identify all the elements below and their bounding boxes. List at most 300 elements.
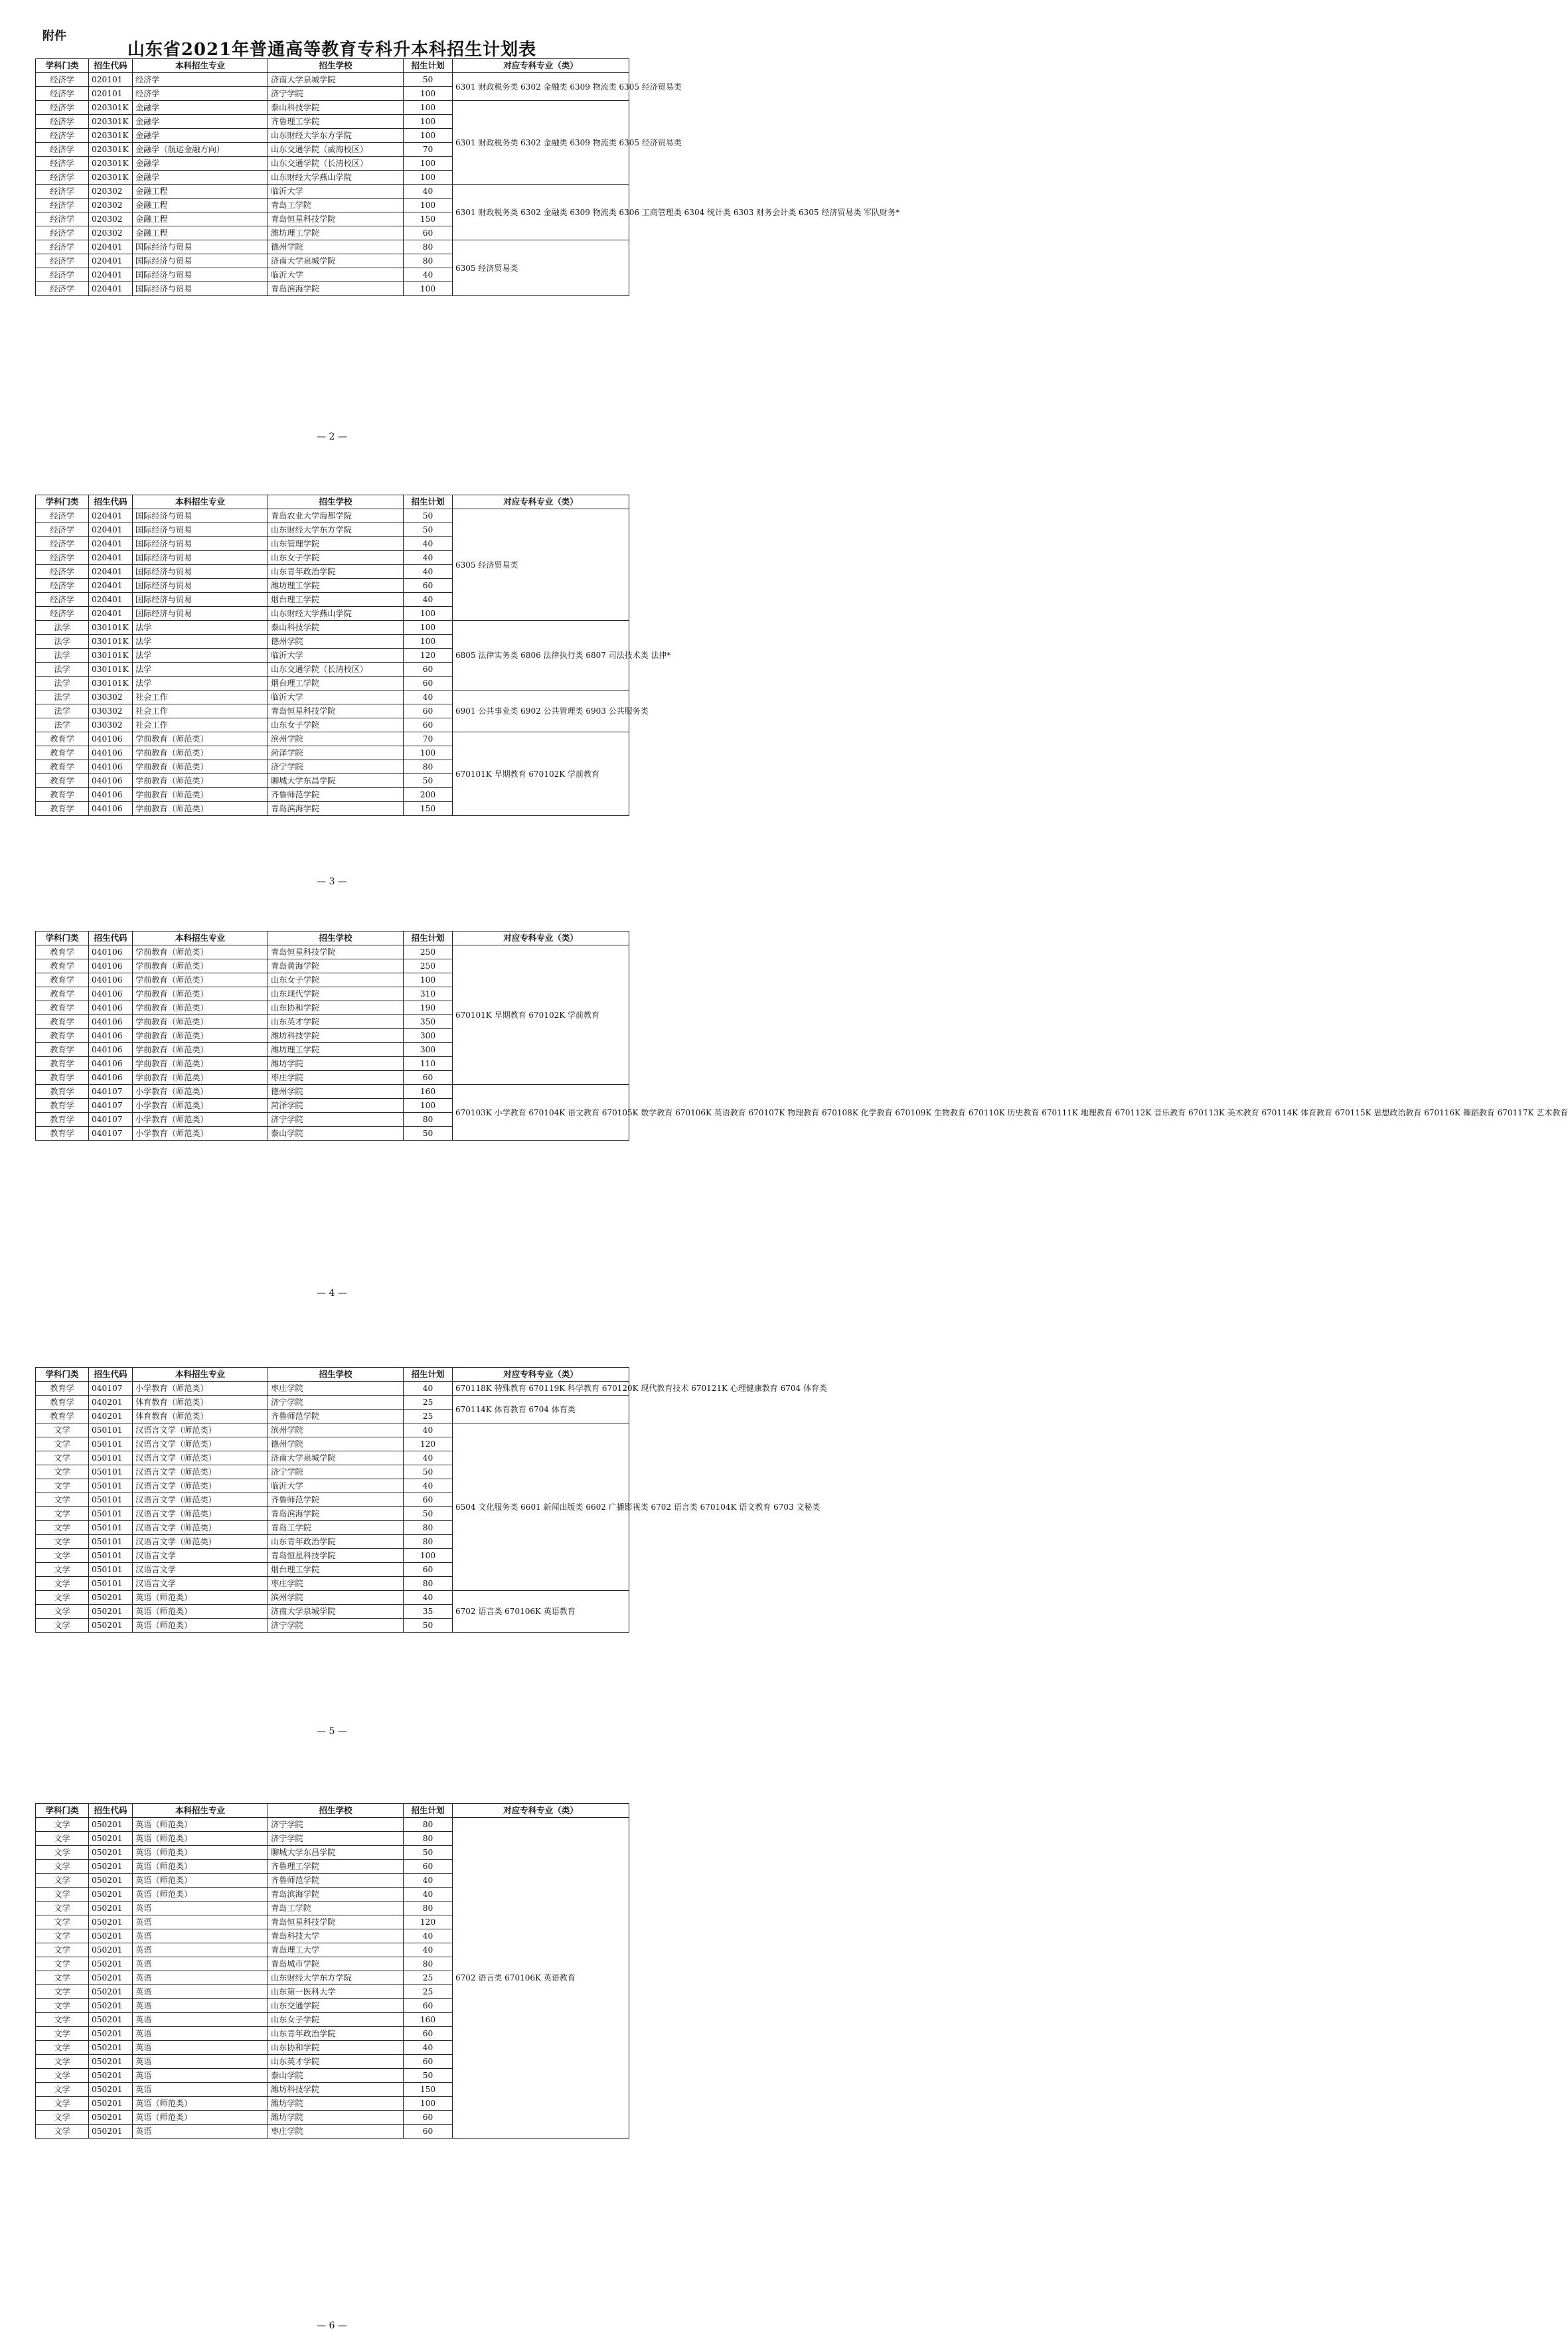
school-cell: 济宁学院 [268,1396,404,1410]
enrollment-code-cell: 020401 [89,607,133,621]
major-cell: 国际经济与贸易 [133,509,268,523]
plan-count-cell: 350 [404,1015,453,1029]
column-header: 学科门类 [36,495,89,509]
plan-count-cell: 40 [404,1479,453,1493]
major-cell: 经济学 [133,73,268,87]
enrollment-code-cell: 020401 [89,282,133,296]
major-cell: 英语 [133,1943,268,1957]
subject-category-cell: 文学 [36,1832,89,1846]
plan-count-cell: 60 [404,718,453,732]
plan-count-cell: 60 [404,2027,453,2041]
plan-count-cell: 80 [404,1818,453,1832]
enrollment-code-cell: 050201 [89,1985,133,1999]
school-cell: 枣庄学院 [268,1577,404,1591]
plan-count-cell: 60 [404,1860,453,1874]
school-cell: 菏泽学院 [268,1099,404,1113]
plan-count-cell: 80 [404,760,453,774]
column-header: 学科门类 [36,931,89,945]
major-cell: 法学 [133,635,268,649]
major-cell: 汉语言文学 [133,1549,268,1563]
subject-category-cell: 文学 [36,1619,89,1633]
subject-category-cell: 经济学 [36,593,89,607]
major-cell: 国际经济与贸易 [133,551,268,565]
subject-category-cell: 文学 [36,2055,89,2069]
major-cell: 国际经济与贸易 [133,579,268,593]
major-cell: 学前教育（师范类） [133,732,268,746]
school-cell: 青岛工学院 [268,199,404,212]
school-cell: 济南大学泉城学院 [268,1605,404,1619]
column-header: 招生计划 [404,1804,453,1818]
subject-category-cell: 文学 [36,2097,89,2111]
major-cell: 汉语言文学（师范类） [133,1493,268,1507]
plan-count-cell: 100 [404,621,453,635]
plan-count-cell: 50 [404,73,453,87]
enrollment-code-cell: 020301K [89,171,133,185]
school-cell: 临沂大学 [268,649,404,663]
plan-count-cell: 40 [404,565,453,579]
major-cell: 汉语言文学（师范类） [133,1465,268,1479]
school-cell: 山东青年政治学院 [268,2027,404,2041]
plan-count-cell: 110 [404,1057,453,1071]
plan-count-cell: 40 [404,185,453,199]
school-cell: 山东女子学院 [268,2013,404,2027]
school-cell: 青岛滨海学院 [268,282,404,296]
enrollment-code-cell: 050101 [89,1479,133,1493]
subject-category-cell: 经济学 [36,115,89,129]
attachment-label: 附件 [42,29,66,43]
table-header-row [36,931,629,945]
subject-category-cell: 教育学 [36,760,89,774]
plan-count-cell: 60 [404,226,453,240]
corresponding-specialty-cell: 670103K 小学教育 670104K 语文教育 670105K 数学教育 670106K 英语教育 670107K 物理教育 670108K 化学教育 670109K 生物教育 670110K 历史教育 670111K 地理教育 670112K 音乐教育 670113K 美术教育 670114K 体育教育 670115K 思想政治教育 670116K 舞蹈教育 670117K 艺术教育 [453,1085,629,1141]
column-header: 招生学校 [268,931,404,945]
subject-category-cell: 经济学 [36,607,89,621]
subject-category-cell: 经济学 [36,282,89,296]
subject-category-cell: 教育学 [36,1029,89,1043]
plan-count-cell: 25 [404,1396,453,1410]
major-cell: 英语 [133,1985,268,1999]
major-cell: 学前教育（师范类） [133,1043,268,1057]
school-cell: 德州学院 [268,1437,404,1451]
school-cell: 青岛滨海学院 [268,1507,404,1521]
major-cell: 英语 [133,1929,268,1943]
plan-count-cell: 40 [404,593,453,607]
enrollment-code-cell: 040106 [89,1057,133,1071]
plan-count-cell: 60 [404,579,453,593]
school-cell: 滨州学院 [268,1591,404,1605]
subject-category-cell: 法学 [36,677,89,690]
table-row [36,1818,629,1832]
major-cell: 学前教育（师范类） [133,802,268,816]
school-cell: 潍坊学院 [268,2097,404,2111]
subject-category-cell: 经济学 [36,254,89,268]
plan-count-cell: 35 [404,1605,453,1619]
subject-category-cell: 法学 [36,718,89,732]
major-cell: 英语 [133,1902,268,1915]
enrollment-code-cell: 020401 [89,551,133,565]
corresponding-specialty-cell: 6901 公共事业类 6902 公共管理类 6903 公共服务类 [453,690,629,732]
enrollment-code-cell: 050101 [89,1423,133,1437]
subject-category-cell: 教育学 [36,1071,89,1085]
table-header-row [36,495,629,509]
column-header: 招生代码 [89,1368,133,1382]
subject-category-cell: 法学 [36,635,89,649]
page-number: — 2 — [317,432,347,442]
enrollment-code-cell: 050201 [89,2069,133,2083]
enrollment-code-cell: 020401 [89,509,133,523]
plan-count-cell: 40 [404,268,453,282]
plan-count-cell: 50 [404,2069,453,2083]
major-cell: 国际经济与贸易 [133,240,268,254]
enrollment-code-cell: 020401 [89,523,133,537]
school-cell: 齐鲁理工学院 [268,1860,404,1874]
subject-category-cell: 文学 [36,1563,89,1577]
subject-category-cell: 文学 [36,1971,89,1985]
plan-count-cell: 60 [404,1563,453,1577]
major-cell: 金融学（航运金融方向） [133,143,268,157]
plan-count-cell: 25 [404,1971,453,1985]
corresponding-specialty-cell: 670114K 体育教育 6704 体育类 [453,1396,629,1423]
school-cell: 青岛工学院 [268,1902,404,1915]
plan-count-cell: 150 [404,802,453,816]
enrollment-code-cell: 050201 [89,1957,133,1971]
column-header: 对应专科专业（类） [453,59,629,73]
subject-category-cell: 文学 [36,1423,89,1437]
major-cell: 英语（师范类） [133,2111,268,2125]
school-cell: 山东管理学院 [268,537,404,551]
school-cell: 德州学院 [268,240,404,254]
plan-count-cell: 250 [404,945,453,959]
column-header: 对应专科专业（类） [453,495,629,509]
table-row [36,185,629,199]
column-header: 招生代码 [89,931,133,945]
major-cell: 社会工作 [133,704,268,718]
school-cell: 滨州学院 [268,732,404,746]
plan-count-cell: 50 [404,774,453,788]
enrollment-code-cell: 030101K [89,635,133,649]
plan-count-cell: 100 [404,1099,453,1113]
enrollment-code-cell: 030302 [89,718,133,732]
corresponding-specialty-cell: 6305 经济贸易类 [453,509,629,621]
school-cell: 潍坊理工学院 [268,1043,404,1057]
major-cell: 英语 [133,2083,268,2097]
school-cell: 临沂大学 [268,268,404,282]
enrollment-code-cell: 020302 [89,185,133,199]
plan-count-cell: 100 [404,101,453,115]
subject-category-cell: 经济学 [36,537,89,551]
subject-category-cell: 文学 [36,1465,89,1479]
school-cell: 青岛滨海学院 [268,1888,404,1902]
plan-count-cell: 40 [404,1591,453,1605]
enrollment-code-cell: 040106 [89,987,133,1001]
plan-count-cell: 80 [404,1832,453,1846]
table-row [36,1396,629,1410]
column-header: 学科门类 [36,1804,89,1818]
school-cell: 山东现代学院 [268,987,404,1001]
school-cell: 山东协和学院 [268,2041,404,2055]
enrollment-code-cell: 020101 [89,87,133,101]
enrollment-code-cell: 050201 [89,1619,133,1633]
school-cell: 枣庄学院 [268,1071,404,1085]
column-header: 招生代码 [89,495,133,509]
major-cell: 学前教育（师范类） [133,987,268,1001]
enrollment-code-cell: 040106 [89,1029,133,1043]
plan-count-cell: 40 [404,1943,453,1957]
plan-count-cell: 80 [404,1113,453,1127]
corresponding-specialty-cell: 6805 法律实务类 6806 法律执行类 6807 司法技术类 法律* [453,621,629,690]
column-header: 招生代码 [89,59,133,73]
subject-category-cell: 教育学 [36,945,89,959]
major-cell: 英语（师范类） [133,1818,268,1832]
major-cell: 国际经济与贸易 [133,254,268,268]
enrollment-code-cell: 050201 [89,1591,133,1605]
school-cell: 山东英才学院 [268,2055,404,2069]
plan-count-cell: 40 [404,1929,453,1943]
subject-category-cell: 文学 [36,2083,89,2097]
subject-category-cell: 教育学 [36,732,89,746]
plan-count-cell: 100 [404,171,453,185]
enrollment-code-cell: 050201 [89,1605,133,1619]
school-cell: 青岛农业大学海都学院 [268,509,404,523]
school-cell: 青岛工学院 [268,1521,404,1535]
plan-count-cell: 60 [404,663,453,677]
subject-category-cell: 文学 [36,1957,89,1971]
enrollment-code-cell: 020301K [89,143,133,157]
plan-count-cell: 100 [404,199,453,212]
enrollment-code-cell: 050201 [89,1874,133,1888]
enrollment-code-cell: 050201 [89,2097,133,2111]
plan-count-cell: 50 [404,1619,453,1633]
enrollment-code-cell: 050201 [89,1929,133,1943]
subject-category-cell: 文学 [36,2111,89,2125]
major-cell: 社会工作 [133,718,268,732]
enrollment-code-cell: 050201 [89,2083,133,2097]
major-cell: 英语（师范类） [133,1619,268,1633]
plan-count-cell: 100 [404,973,453,987]
subject-category-cell: 经济学 [36,212,89,226]
subject-category-cell: 教育学 [36,1382,89,1396]
major-cell: 学前教育（师范类） [133,788,268,802]
school-cell: 泰山学院 [268,1127,404,1141]
major-cell: 金融学 [133,129,268,143]
school-cell: 济宁学院 [268,760,404,774]
plan-count-cell: 80 [404,254,453,268]
column-header: 本科招生专业 [133,59,268,73]
plan-count-cell: 60 [404,1999,453,2013]
enrollment-code-cell: 050101 [89,1437,133,1451]
enrollment-code-cell: 020301K [89,101,133,115]
plan-count-cell: 40 [404,1382,453,1396]
enrollment-code-cell: 050201 [89,1832,133,1846]
major-cell: 英语 [133,1999,268,2013]
plan-count-cell: 150 [404,2083,453,2097]
plan-count-cell: 80 [404,240,453,254]
corresponding-specialty-cell: 6301 财政税务类 6302 金融类 6309 物流类 6306 工商管理类 6304 统计类 6303 财务会计类 6305 经济贸易类 军队财务* [453,185,629,240]
enrollment-code-cell: 050201 [89,1902,133,1915]
plan-count-cell: 60 [404,704,453,718]
enrollment-code-cell: 030302 [89,690,133,704]
enrollment-code-cell: 040106 [89,945,133,959]
subject-category-cell: 文学 [36,1999,89,2013]
school-cell: 山东财经大学燕山学院 [268,607,404,621]
subject-category-cell: 文学 [36,1521,89,1535]
enrollment-code-cell: 050201 [89,1846,133,1860]
plan-count-cell: 60 [404,2111,453,2125]
major-cell: 学前教育（师范类） [133,760,268,774]
major-cell: 英语 [133,1915,268,1929]
major-cell: 英语（师范类） [133,1860,268,1874]
enrollment-code-cell: 040107 [89,1085,133,1099]
subject-category-cell: 文学 [36,2027,89,2041]
plan-count-cell: 100 [404,115,453,129]
enrollment-code-cell: 050201 [89,1860,133,1874]
major-cell: 社会工作 [133,690,268,704]
subject-category-cell: 经济学 [36,129,89,143]
page-number: — 4 — [317,1288,347,1299]
school-cell: 山东交通学院（威海校区） [268,143,404,157]
subject-category-cell: 经济学 [36,73,89,87]
enrollment-code-cell: 040106 [89,746,133,760]
subject-category-cell: 经济学 [36,579,89,593]
subject-category-cell: 教育学 [36,973,89,987]
enrollment-code-cell: 050201 [89,1888,133,1902]
subject-category-cell: 教育学 [36,1043,89,1057]
plan-count-cell: 100 [404,87,453,101]
column-header: 招生代码 [89,1804,133,1818]
major-cell: 国际经济与贸易 [133,607,268,621]
school-cell: 山东青年政治学院 [268,565,404,579]
enrollment-code-cell: 030101K [89,677,133,690]
school-cell: 山东财经大学东方学院 [268,1971,404,1985]
subject-category-cell: 教育学 [36,1001,89,1015]
school-cell: 潍坊学院 [268,1057,404,1071]
subject-category-cell: 文学 [36,1605,89,1619]
plan-count-cell: 60 [404,2125,453,2139]
enrollment-code-cell: 050101 [89,1521,133,1535]
plan-count-cell: 100 [404,635,453,649]
major-cell: 小学教育（师范类） [133,1113,268,1127]
plan-count-cell: 100 [404,157,453,171]
subject-category-cell: 经济学 [36,551,89,565]
subject-category-cell: 经济学 [36,171,89,185]
major-cell: 英语（师范类） [133,1888,268,1902]
school-cell: 潍坊理工学院 [268,226,404,240]
enrollment-code-cell: 020401 [89,579,133,593]
school-cell: 齐鲁师范学院 [268,1410,404,1423]
school-cell: 山东交通学院 [268,1999,404,2013]
major-cell: 英语 [133,2041,268,2055]
subject-category-cell: 经济学 [36,101,89,115]
subject-category-cell: 教育学 [36,1057,89,1071]
enrollment-code-cell: 020302 [89,199,133,212]
plan-count-cell: 40 [404,1888,453,1902]
enrollment-code-cell: 040201 [89,1410,133,1423]
major-cell: 英语（师范类） [133,1591,268,1605]
subject-category-cell: 经济学 [36,268,89,282]
enrollment-code-cell: 050201 [89,2055,133,2069]
school-cell: 山东财经大学东方学院 [268,523,404,537]
plan-count-cell: 25 [404,1410,453,1423]
enrollment-table [35,1367,827,1633]
table-header-row [36,1804,629,1818]
enrollment-code-cell: 050101 [89,1465,133,1479]
table-row [36,621,629,635]
subject-category-cell: 法学 [36,649,89,663]
plan-count-cell: 80 [404,1577,453,1591]
school-cell: 青岛恒星科技学院 [268,212,404,226]
school-cell: 山东女子学院 [268,718,404,732]
school-cell: 枣庄学院 [268,2125,404,2139]
major-cell: 法学 [133,621,268,635]
school-cell: 山东交通学院（长清校区） [268,157,404,171]
table-header-row [36,1368,629,1382]
column-header: 对应专科专业（类） [453,931,629,945]
school-cell: 山东女子学院 [268,551,404,565]
major-cell: 学前教育（师范类） [133,1071,268,1085]
major-cell: 学前教育（师范类） [133,1001,268,1015]
enrollment-code-cell: 040106 [89,802,133,816]
subject-category-cell: 教育学 [36,1015,89,1029]
enrollment-code-cell: 030302 [89,704,133,718]
table-row [36,945,629,959]
major-cell: 金融学 [133,171,268,185]
page-number: — 5 — [317,1726,347,1737]
school-cell: 济宁学院 [268,1113,404,1127]
major-cell: 英语 [133,2027,268,2041]
plan-count-cell: 300 [404,1043,453,1057]
plan-count-cell: 120 [404,1437,453,1451]
subject-category-cell: 经济学 [36,240,89,254]
plan-count-cell: 40 [404,2041,453,2055]
subject-category-cell: 文学 [36,2069,89,2083]
table-row [36,690,629,704]
table-row [36,1591,629,1605]
subject-category-cell: 文学 [36,1577,89,1591]
school-cell: 济宁学院 [268,1832,404,1846]
major-cell: 体育教育（师范类） [133,1410,268,1423]
school-cell: 潍坊理工学院 [268,579,404,593]
plan-count-cell: 160 [404,1085,453,1099]
table-header-row [36,59,629,73]
enrollment-code-cell: 040106 [89,788,133,802]
plan-count-cell: 190 [404,1001,453,1015]
major-cell: 学前教育（师范类） [133,1015,268,1029]
enrollment-code-cell: 040107 [89,1127,133,1141]
school-cell: 济宁学院 [268,1465,404,1479]
major-cell: 英语 [133,2013,268,2027]
plan-count-cell: 50 [404,1127,453,1141]
corresponding-specialty-cell: 6702 语言类 670106K 英语教育 [453,1818,629,2139]
enrollment-code-cell: 050201 [89,1818,133,1832]
enrollment-code-cell: 020401 [89,565,133,579]
major-cell: 汉语言文学 [133,1577,268,1591]
major-cell: 国际经济与贸易 [133,537,268,551]
column-header: 招生学校 [268,1368,404,1382]
subject-category-cell: 文学 [36,1591,89,1605]
table-row [36,1423,629,1437]
subject-category-cell: 经济学 [36,509,89,523]
subject-category-cell: 教育学 [36,1127,89,1141]
plan-count-cell: 300 [404,1029,453,1043]
school-cell: 潍坊科技学院 [268,1029,404,1043]
enrollment-code-cell: 020401 [89,537,133,551]
major-cell: 英语 [133,1971,268,1985]
column-header: 本科招生专业 [133,1368,268,1382]
major-cell: 汉语言文学（师范类） [133,1437,268,1451]
page-number: — 6 — [317,2320,347,2331]
table-row [36,73,629,87]
major-cell: 英语 [133,1957,268,1971]
